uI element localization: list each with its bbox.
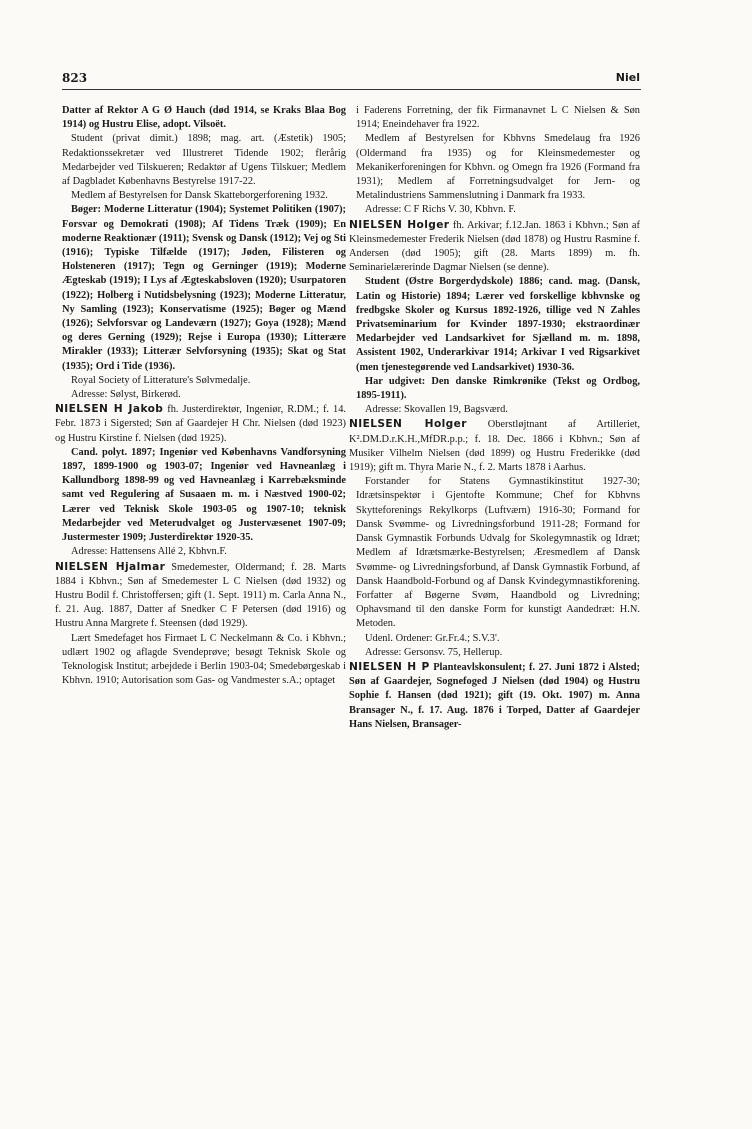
running-head: Niel (615, 71, 640, 84)
hauch-books (62, 203, 346, 373)
holger-oberst-orders: Udenl. Ordener: Gr.Fr.4.; S.V.3'. (365, 632, 500, 644)
entry-name: NIELSEN H P (349, 660, 430, 673)
hjalmar-boards: Medlem af Bestyrelsen for Kbhvns Smedelaug fra 1926 (Oldermand fra 1935) og for Kleinsmedemester og Mekanikerforeningen for Kbhvn. og Omegn fra 1926 (Formand fra 1931); Medlem af Forretningsudvalget for Jern- og Metalindustriens Sammenslutning i Danmark fra 1933. (356, 133, 640, 202)
holger-arkivar-address: Adresse: Skovallen 19, Bagsværd. (365, 404, 508, 416)
entry-intro: Oberstløjtnant af Artilleriet, K².DM.D.r.K.H.,MfDR.p.p.; f. 18. Dec. 1866 i Kbhvn.; Søn af Musiker Vilhelm Nielsen (død 1899) og Hustru Frederikke (død 1919); gift m. Thyra Marie N., f. 2. Marts 1878 i Aarhus. (349, 419, 640, 474)
entry-name: NIELSEN Holger (349, 218, 450, 231)
entry-intro: fh. Arkivar; f.12.Jan. 1863 i Kbhvn.; Søn af Kleinsmedemester Frederik Nielsen (død 1878) og Hustru Rasmine f. Andersen (død 1905); gift (28. Marts 1899) m. fh. Seminarielærerinde Dagmar Nielsen (se denne). (349, 219, 640, 274)
holger-oberst-address: Adresse: Gersonsv. 75, Hellerup. (365, 646, 503, 658)
books-list: Moderne Litteratur (1904); Systemet Politiken (1907); Forsvar og Demokrati (1908); Af Tidens Træk (1909); En moderne Reaktionær (1911); Svensk og Dansk (1912); Vej og Sti (1916); Typiske Tilfælde (1917); Jøden, Filisteren og Holsteneren (1917); Tegn og Gerninger (1919); Moderne Ægteskab (1919); I Lys af Ægteskabsloven (1920); Usurpatoren (1922); Holberg i Nutidsbelysning (1923); Moderne Litteratur, Ny Samling (1923); Konservatisme (1925); Bøger og Mænd (1926); Selvforsvar og Landeværn (1927); Goya (1928); Mænd og deres Gerning (1929); Rejse i Europa (1930); Litterære Mirakler (1933); Litterær Selvforsyning (1935); Skat og Stat (1935); Ord i Tide (1936). (62, 204, 346, 372)
hjalmar-career: Lært Smedefaget hos Firmaet L C Neckelmann & Co. i Kbhvn.; udlært 1902 og aflagde Svendeprøve; besøgt Teknisk Skole og Teknologisk Institut; arbejdede i Berlin 1903-04; Smedebørgeskab i Kbhvn. 1910; Autorisation som Gas- og Vandmester s.A.; optaget (62, 632, 346, 687)
page-number: 823 (62, 71, 88, 85)
jakob-career: Cand. polyt. 1897; Ingeniør ved Københavns Vandforsyning 1897, 1899-1900 og 1903-07; Ingeniør ved Havneanlæg i Kallundborg 1898-99 og ved Havneanlæg i Karrebæksminde samt ved Regulering af Susaaen m. m. i Næstved 1900-02; Lærer ved Teknisk Skole 1903-05 og 1907-10; teknisk Medarbejder ved Meterudvalget og Justervæsenet 1907-09; Justermester 1909; Justerdirektør 1920-35. (62, 446, 346, 544)
holger-oberst-career: Forstander for Statens Gymnastikinstitut 1927-30; Idrætsinspektør i Gjentofte Kommune; Chef for Kbhvns Skytteforenings Rekylkorps (Luftværn) 1916-30; Formand for Dansk Svømme- og Livredningsforbund 1911-28; Formand for Dansk Gymnastik Forbunds Udvalg for Skolegymnastik og Idræt; Medlem af Idrætsmærke-Bestyrelsen; Æresmedlem af Dansk Svømme- og Livredningsforbund, af Dansk Gymnastik Forbund, af Dansk Haandbold-Forbund og af Dansk Kvindegymnastikforening. Forfatter af Bøgerne Svøm, Haandbold og Livredning; Ophavsmand til den danske Form for kunstigt Aandedræt: H.N. Metoden. (356, 476, 640, 630)
hauch-career: Student (privat dimit.) 1898; mag. art. (Æstetik) 1905; Redaktionssekretær ved Illustreret Tidende 1902; flerårig Medarbejder ved Tilskueren; Redaktør af Ugens Tilskuer; Medlem af Dagbladet Københavns Bestyrelse 1917-22. (62, 133, 346, 188)
holger-arkivar-career: Student (Østre Borgerdydskole) 1886; cand. mag. (Dansk, Latin og Historie) 1894; Lærer ved forskellige kbhvnske og fredbgske Skoler og Kursus 1892-1926, tillige ved N Zahles Privatseminarium for Kvinder 1897-1930; ekstraordinær Medarbejder ved Landsarkivet for Sjælland m. m. 1898, Assistent 1902, Underarkivar 1914; Arkivar I ved Rigsarkivet (men tjenestegørende ved Landsarkivet) 1930-36. (356, 276, 640, 373)
hauch-board: Medlem af Bestyrelsen for Dansk Skatteborgerforening 1932. (71, 190, 328, 202)
books-label: Bøger: (71, 204, 102, 216)
hjalmar-career-continuation: i Faderens Forretning, der fik Firmanavnet L C Nielsen & Søn 1914; Eneindehaver fra 1922. (356, 105, 640, 131)
entry-nielsen-h-jakob (55, 402, 346, 446)
entry-name: NIELSEN H Jakob (55, 403, 164, 416)
right-column (349, 104, 640, 1104)
left-column (55, 104, 346, 1104)
hauch-entry-continuation: Datter af Rektor A G Ø Hauch (død 1914, se Kraks Blaa Bog 1914) og Hustru Elise, adopt. Vilsoët. (62, 105, 346, 131)
hauch-address: Adresse: Sølyst, Birkerød. (71, 389, 181, 401)
entry-name: NIELSEN Hjalmar (55, 560, 166, 573)
entry-tail: N., f. 17. Aug. 1876 i Torped, Datter af Gaardejer Hans Nielsen, Bransager- (349, 704, 640, 730)
entry-intro: fh. Justerdirektør, Ingeniør, R.DM.; f. 14. Febr. 1873 i Sigersted; Søn af Gaardejer H Chr. Nielsen (død 1923) og Hustru Kirstine f. Nielsen (død 1925). (55, 404, 346, 444)
jakob-address: Adresse: Hattensens Allé 2, Kbhvn.F. (71, 546, 227, 558)
hauch-honours: Royal Society of Litterature's Sølvmedalje. (71, 374, 251, 386)
entry-nielsen-hjalmar (55, 560, 346, 632)
holger-arkivar-publications: Har udgivet: Den danske Rimkrønike (Tekst og Ordbog, 1895-1911). (356, 375, 640, 402)
entry-nielsen-holger-oberstlojtnant (349, 417, 640, 475)
entry-nielsen-h-p (349, 660, 640, 732)
entry-intro: Smedemester, Oldermand; f. 28. Marts 1884 i Kbhvn.; Søn af Smedemester L C Nielsen (død 1932) og Hustru Bodil f. Christoffersen; gift (1. Sept. 1911) m. Carla Anna N., f. 21. Aug. 1887, Datter af Snedker C F Petersen (død 1916) og Hustru Anna Margrete f. Steensen (død 1929). (55, 561, 346, 630)
entry-intro: Planteavlskonsulent; f. 27. Juni 1872 i Alsted; Søn af Gaardejer, Sognefoged J Nielsen (død 1904) og Hustru Sophie f. Hansen (død 1921); gift (19. Okt. 1907) m. Anna Bransager (349, 661, 640, 716)
entry-nielsen-holger-arkivar (349, 218, 640, 276)
hjalmar-address: Adresse: C F Richs V. 30, Kbhvn. F. (365, 204, 516, 216)
header-rule (62, 89, 641, 90)
entry-name: NIELSEN Holger (349, 418, 467, 431)
